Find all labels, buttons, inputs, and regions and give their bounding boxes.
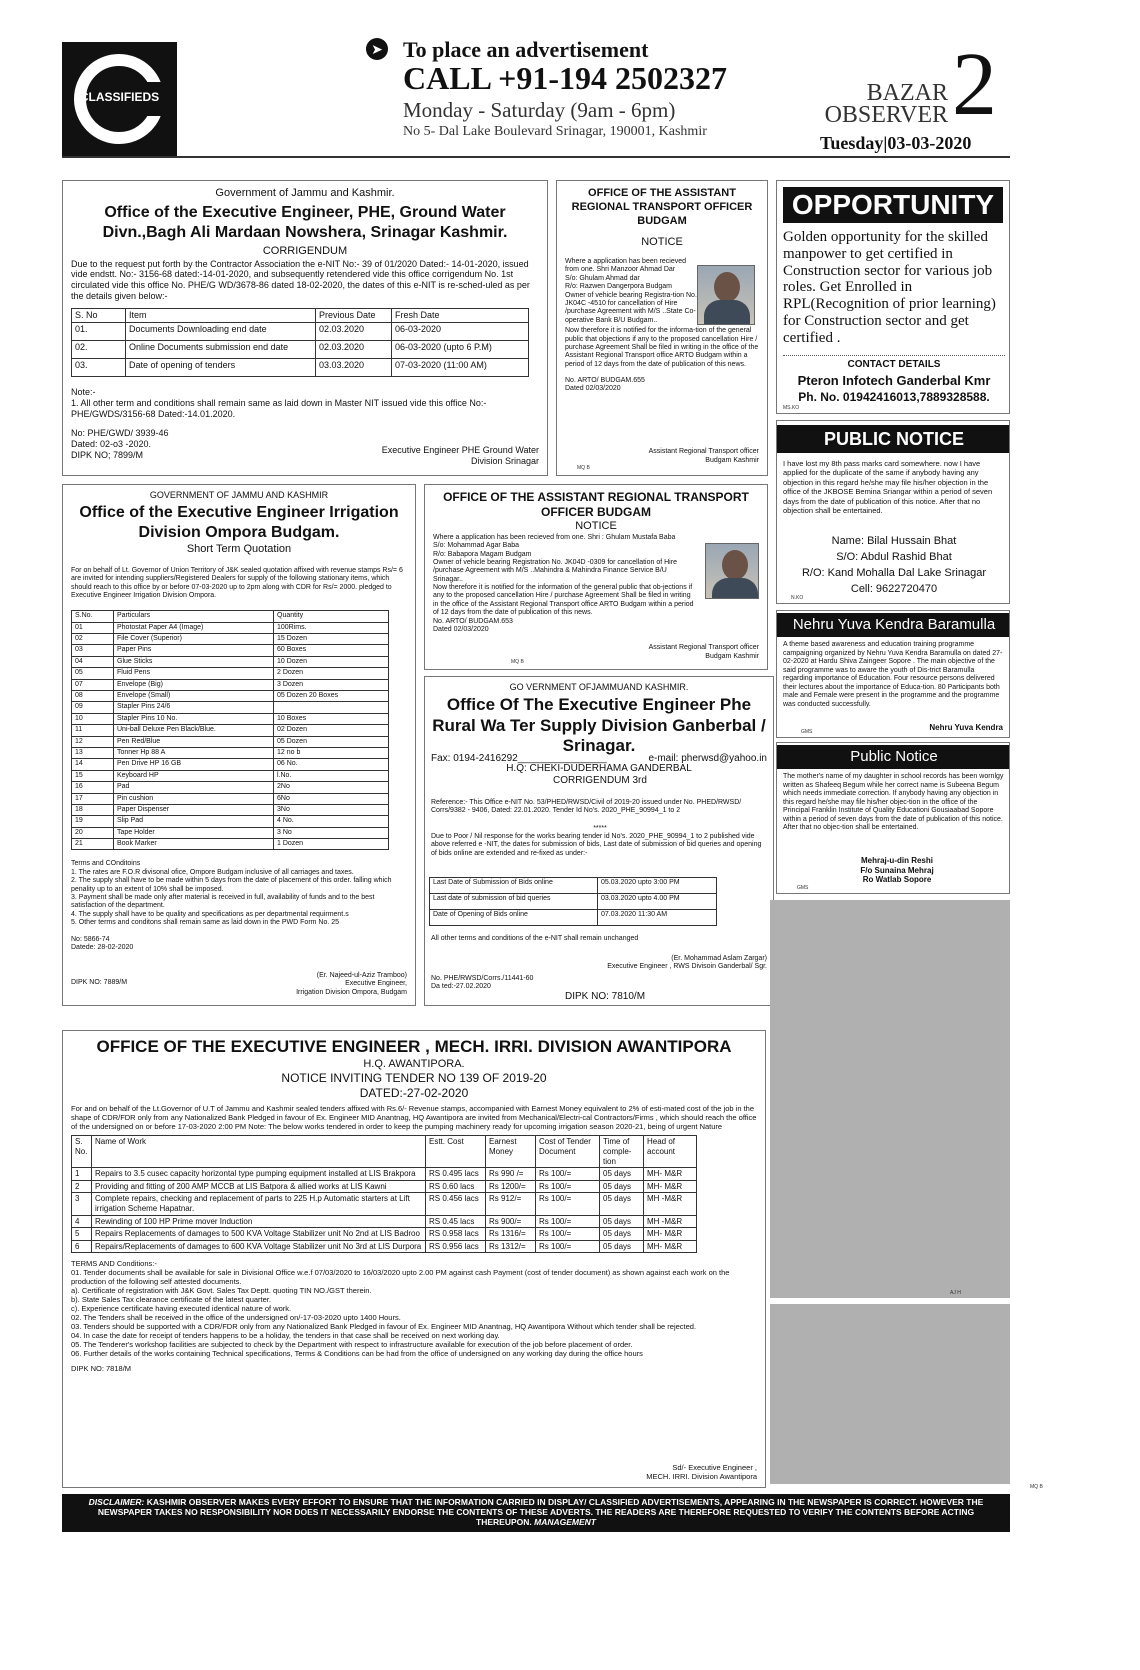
table-cell: Rs 900/= xyxy=(486,1215,536,1228)
disclaimer-bar xyxy=(62,1494,1010,1532)
table-cell: 15 Dozen xyxy=(274,634,389,645)
table-cell: Rs 1312/= xyxy=(486,1240,536,1253)
rural-stars: ***** xyxy=(593,825,607,832)
table-cell: Fluid Pens xyxy=(114,668,274,679)
table-cell: 05.03.2020 upto 3:00 PM xyxy=(598,878,717,894)
table-cell: 3No xyxy=(274,804,389,815)
office-address: No 5- Dal Lake Boulevard Srinagar, 190001, Kashmir xyxy=(403,124,707,139)
rural-sign: (Er. Mohammad Aslam Zargar) Executive Engineer , RWS Divisoin Ganderbal/ Sgr. xyxy=(607,955,767,971)
table-row xyxy=(72,816,389,827)
table-cell: 08 xyxy=(72,691,114,702)
blank-ad-space-2 xyxy=(770,1304,1010,1484)
table-header: Estt. Cost xyxy=(426,1136,486,1168)
table-cell: Rs 100/= xyxy=(536,1180,600,1193)
table-row xyxy=(72,323,529,341)
awan-table xyxy=(71,1135,697,1253)
table-cell: Date of opening of tenders xyxy=(126,359,316,377)
table-row xyxy=(72,793,389,804)
table-cell: 6No xyxy=(274,793,389,804)
table-cell: Rs 1200/= xyxy=(486,1180,536,1193)
table-cell: 05 Dozen xyxy=(274,736,389,747)
table-cell: Pin cushion xyxy=(114,793,274,804)
table-header: Earnest Money xyxy=(486,1136,536,1168)
table-cell: 02.03.2020 xyxy=(316,341,392,359)
rural-subtitle: CORRIGENDUM 3rd xyxy=(553,775,647,786)
awan-notice: NOTICE INVITING TENDER NO 139 OF 2019-20 xyxy=(281,1071,547,1086)
disclaimer-label: DISCLAIMER: xyxy=(88,1497,145,1507)
table-header-row xyxy=(72,309,529,323)
table-cell: Envelope (Big) xyxy=(114,679,274,690)
table-row xyxy=(72,1215,697,1228)
phe-groundwater-ad xyxy=(62,180,548,476)
table-cell: 01. xyxy=(72,323,126,341)
table-cell: 2No xyxy=(274,782,389,793)
table-cell: 03 xyxy=(72,645,114,656)
table-cell: 5 xyxy=(72,1228,92,1241)
table-row xyxy=(72,782,389,793)
table-header: Time of comple-tion xyxy=(600,1136,644,1168)
logo-text: CLASSIFIEDS xyxy=(79,90,160,104)
table-header: S. No. xyxy=(72,1136,92,1168)
table-cell: 15 xyxy=(72,770,114,781)
public-notice-1-title: PUBLIC NOTICE xyxy=(777,425,1010,453)
table-row xyxy=(72,804,389,815)
table-row xyxy=(72,759,389,770)
pn1-tag: N.KO xyxy=(791,595,804,601)
table-row xyxy=(430,894,717,910)
mqb-tag: MQ B xyxy=(1030,1484,1043,1490)
table-cell: Providing and fitting of 200 AMP MCCB at LIS Batpora & allied works at LIS Kawni xyxy=(92,1180,426,1193)
issue-date: Tuesday|03-03-2020 xyxy=(820,133,972,153)
table-cell: 05 Dozen 20 Boxes xyxy=(274,691,389,702)
phe-sign: Executive Engineer PHE Ground Water Division Srinagar xyxy=(381,445,539,467)
table-cell: RS 0.45 lacs xyxy=(426,1215,486,1228)
irr-table xyxy=(71,610,389,850)
table-row xyxy=(72,1228,697,1241)
table-row xyxy=(72,359,529,377)
rural-email: e-mail: pherwsd@yahoo.in xyxy=(648,753,767,764)
opportunity-ad xyxy=(776,180,1010,414)
table-cell: RS 0.456 lacs xyxy=(426,1193,486,1215)
table-row xyxy=(72,702,389,713)
table-row xyxy=(72,645,389,656)
table-row xyxy=(72,679,389,690)
table-header: Cost of Tender Document xyxy=(536,1136,600,1168)
table-cell: 03. xyxy=(72,359,126,377)
table-cell: 4 xyxy=(72,1215,92,1228)
table-row xyxy=(72,747,389,758)
table-cell: 12 xyxy=(72,736,114,747)
public-notice-2-body: The mother's name of my daughter in school records has been wornlgy written as Shafeeq Begum while her correct name is Subeena Begum which needs immediate correction. If anybody having any objection in this regard he/she may file his/her objec-tion in the office of the Principal Franklin Institute of Quality Educationi Gousiaabad Sopore within a period of seven days from the date of publication of this notice. After that no objec-tion shall be entertained. xyxy=(783,773,1004,832)
table-cell: 03.03.2020 upto 4.00 PM xyxy=(598,894,717,910)
applicant-photo xyxy=(697,265,755,325)
irr-gov-line: GOVERNMENT OF JAMMU AND KASHMIR xyxy=(149,490,329,500)
table-cell: 05 days xyxy=(600,1240,644,1253)
table-cell: 10 Boxes xyxy=(274,713,389,724)
rural-hq: H.Q: CHEKI-DUDERHAMA GANDERBAL xyxy=(506,763,692,775)
table-cell: Slip Pad xyxy=(114,816,274,827)
irr-body: For on behalf of Lt. Governor of Union Territory of J&K sealed quotation affixed with revenue stamps Rs/= 6 are invited for intending suppliers/Registered Dealers for supply of the following stationary items, which should reach to this office by or before 07-03-2020 up to 2pm along with CDR for Rs/= 2000. pledged to Executive Engineer Irrigation Division Ompora. xyxy=(71,566,403,599)
table-header: Name of Work xyxy=(92,1136,426,1168)
table-cell: 10 Dozen xyxy=(274,656,389,667)
phe-gov-line: Government of Jammu and Kashmir. xyxy=(215,187,395,199)
table-cell: 06 No. xyxy=(274,759,389,770)
table-cell: RS 0.958 lacs xyxy=(426,1228,486,1241)
table-cell: 16 xyxy=(72,782,114,793)
office-hours: Monday - Saturday (9am - 6pm) xyxy=(403,98,676,122)
arto1-ref: No. ARTO/ BUDGAM.655 Dated 02/03/2020 xyxy=(565,377,645,393)
table-cell: MH- M&R xyxy=(644,1240,697,1253)
awan-dated: DATED:-27-02-2020 xyxy=(359,1086,469,1101)
phe-table xyxy=(71,308,529,377)
table-cell: 07 xyxy=(72,679,114,690)
table-cell: 1 Dozen xyxy=(274,839,389,850)
table-cell: 05 days xyxy=(600,1215,644,1228)
table-cell: 01 xyxy=(72,622,114,633)
table-cell: 20 xyxy=(72,827,114,838)
table-cell: 02 xyxy=(72,634,114,645)
table-cell: File Cover (Superior) xyxy=(114,634,274,645)
awan-body: For and on behalf of the Lt.Governor of U.T of Jammu and Kashmir sealed tenders affixed with Rs.6/- Revenue stamps, accompanied with Earnest Money equivalent to 2% of esti-mated cost of the job in the shape of CDR/FDR only from any Nationalized Bank Pledged in favour of Ex. Engineer MID Anantnag, HQ Awantipora are invited from Mechanical/Electri-cal Contractors/Firms , which should reach the office of the undersigned on or before 17-03-2020 2:00 PM Note: The below works tendered in order to keep the pumping machinery ready for upcoming irrigation season 2020-21, being of urgent Nature xyxy=(71,1104,757,1132)
table-row xyxy=(72,668,389,679)
table-cell: 21 xyxy=(72,839,114,850)
call-number: CALL +91-194 2502327 xyxy=(403,60,728,96)
table-cell: RS 0.956 lacs xyxy=(426,1240,486,1253)
awan-hq: H.Q. AWANTIPORA. xyxy=(363,1057,465,1070)
applicant-photo xyxy=(705,543,759,599)
blank-ad-space-1 xyxy=(770,900,1010,1298)
table-cell: Glue Sticks xyxy=(114,656,274,667)
header-rule xyxy=(62,156,1010,158)
awan-dipk: DIPK NO: 7818/M xyxy=(71,1364,132,1374)
public-notice-1 xyxy=(776,420,1010,604)
table-cell: Repairs/Replacements of damages to 600 KVA Voltage Stabilizer unit No 3rd at LIS Durpora xyxy=(92,1240,426,1253)
table-cell: 12 no b xyxy=(274,747,389,758)
table-cell: Rs 100/= xyxy=(536,1193,600,1215)
table-cell: Rs 1316/= xyxy=(486,1228,536,1241)
table-row xyxy=(72,656,389,667)
phe-note: Note:- 1. All other term and conditions shall remain same as laid down in Master NIT issued vide this office No:- PHE/GWDS/3156-68 Dated:-14.01.2020. xyxy=(71,387,487,420)
table-row xyxy=(72,713,389,724)
disclaimer-end: MANAGEMENT xyxy=(534,1517,596,1528)
table-cell: Rewinding of 100 HP Prime mover Induction xyxy=(92,1215,426,1228)
table-cell: 3 Dozen xyxy=(274,679,389,690)
table-cell: 18 xyxy=(72,804,114,815)
table-cell: Rs 990 /= xyxy=(486,1168,536,1181)
arto2-tag: MQ B xyxy=(511,659,524,665)
table-cell: 3 xyxy=(72,1193,92,1215)
table-row xyxy=(430,910,717,926)
table-cell: 02. xyxy=(72,341,126,359)
arto-notice-2 xyxy=(424,484,768,670)
table-cell: 10 xyxy=(72,713,114,724)
table-cell: 05 days xyxy=(600,1168,644,1181)
table-cell: Last date of submission of bid queries xyxy=(430,894,598,910)
table-cell: 04 xyxy=(72,656,114,667)
table-row xyxy=(72,827,389,838)
arto2-sign: Assistant Regional Transport officer Budgam Kashmir xyxy=(648,644,759,660)
table-row xyxy=(72,1240,697,1253)
table-cell: 14 xyxy=(72,759,114,770)
public-notice-1-body: I have lost my 8th pass marks card somewhere. now I have applied for the duplicate of the same if anybody having any objection in this regard he/she may file his/her objection in the office of the JKBOSE Bemina Sriangar within a period of seven days from the date of publication of this notice. After that no objection shall be entertained. xyxy=(783,459,993,515)
irr-sign: (Er. Najeed-ul-Aziz Tramboo) Executive Engineer, Irrigation Division Ompora, Budgam xyxy=(296,971,407,996)
table-cell: MH -M&R xyxy=(644,1193,697,1215)
table-row xyxy=(72,1180,697,1193)
arto2-body: Where a application has been recieved from one. Shri : Ghulam Mustafa Baba S/o: Mohammad Agar Baba R/o: Babapora Magam Budgam Owner of vehicle bearing Registration No. JK04D -0309 for cancellation of Hire /purchase Agreement with M/S ..Mahindra & Mahindra Finance Service B/U Srinagar.. Now therefore it is notified for the information of the general public that ob-jections if any to the proposed cancellation Hire / purchase Agreement Shall be filed in writing in the office of the Assistant Regional Transport office ARTO Budgam within a period of 12 days from the date of publication of this news. xyxy=(433,533,694,617)
table-cell: Paper Dispenser xyxy=(114,804,274,815)
table-cell: Envelope (Small) xyxy=(114,691,274,702)
table-cell: MH- M&R xyxy=(644,1168,697,1181)
table-cell: 100Rims. xyxy=(274,622,389,633)
table-header: Fresh Date xyxy=(392,309,529,323)
table-cell: Keyboard HP xyxy=(114,770,274,781)
irr-dipk: DIPK NO: 7889/M xyxy=(71,978,128,986)
table-row xyxy=(72,770,389,781)
arto1-title: OFFICE OF THE ASSISTANT REGIONAL TRANSPORT OFFICER BUDGAM xyxy=(571,187,753,227)
table-cell: Documents Downloading end date xyxy=(126,323,316,341)
phe-subtitle: CORRIGENDUM xyxy=(262,244,348,257)
nyk-ad xyxy=(776,610,1010,738)
table-cell: Repairs to 3.5 cusec capacity horizontal type pumping equipment installed at LIS Brakpora xyxy=(92,1168,426,1181)
table-row xyxy=(430,878,717,894)
table-cell: Complete repairs, checking and replacement of parts to 225 H.p Automatic starters at Lift irrigation Scheme Hapatnar. xyxy=(92,1193,426,1215)
table-cell: 05 days xyxy=(600,1193,644,1215)
table-cell: 05 xyxy=(72,668,114,679)
table-cell: l.No. xyxy=(274,770,389,781)
rural-gov-line: GO VERNMENT OFJAMMUAND KASHMIR. xyxy=(509,682,689,692)
table-cell: 05 days xyxy=(600,1180,644,1193)
table-row xyxy=(72,622,389,633)
ajh-tag: AJ H xyxy=(950,1290,961,1296)
table-cell: Stapler Pins 10 No. xyxy=(114,713,274,724)
table-cell: RS 0.60 lacs xyxy=(426,1180,486,1193)
phe-ref: No: PHE/GWD/ 3939-46 Dated: 02-o3 -2020. DIPK NO; 7899/M xyxy=(71,428,169,461)
arto2-ref: No. ARTO/ BUDGAM.653 Dated 02/03/2020 xyxy=(433,617,513,634)
arto1-body-b: Now therefore it is notified for the informa-tion of the general public that objections if any to the proposed cancellation Hire / purchase Agreement Shall be filed in writing in the office of the Assistant Regional Transport office ARTO Budgam within a period of 12 days from the date of publication of this news. xyxy=(565,327,759,368)
table-row xyxy=(72,691,389,702)
rural-fax: Fax: 0194-2416292________________ xyxy=(431,753,607,764)
public-notice-2 xyxy=(776,742,1010,894)
table-cell: 2 Dozen xyxy=(274,668,389,679)
opportunity-tag: MS.KO xyxy=(783,405,800,411)
table-cell: Book Marker xyxy=(114,839,274,850)
table-header: Quantity xyxy=(274,611,389,622)
irr-terms: Terms and COnditoins 1. The rates are F.O.R divisonal ofice, Ompore Budgam inclusive of all carriages and taxes. 2. The supply shall have to be made within 5 days from the date of placement of this order. falling which penality up to an extent of 10% shall be imposed. 3. Payment shall be made only after material is received in full, availability of funds and to the best satisfaction of the department. 4. The supply shall have to be quality and specifications as per departmental requirment.s 5. Other terms and conditons shall remain same as laid down in the PWD Form No. 25 xyxy=(71,860,392,927)
rural-body: Due to Poor / Nil response for the works bearing tender id No's. 2020_PHE_90994_1 to 2 published vide above referred e -NIT, the dates for submission of bids, Last date of submission of bid queries and opening of bids online are extended and re-fixed as under:- xyxy=(431,833,762,857)
arto1-tag: MQ B xyxy=(577,465,590,471)
irr-title: Office of the Executive Engineer Irrigation Division Ompora Budgam. xyxy=(79,503,399,541)
nyk-tag: GMS xyxy=(801,729,813,735)
arto2-subtitle: NOTICE xyxy=(575,520,617,532)
nyk-title: Nehru Yuva Kendra Baramulla xyxy=(777,613,1010,637)
public-notice-2-title: Public Notice xyxy=(777,745,1010,769)
table-cell: Paper Pins xyxy=(114,645,274,656)
table-cell: 19 xyxy=(72,816,114,827)
table-cell: Pen Drive HP 16 GB xyxy=(114,759,274,770)
place-ad-text: To place an advertisement xyxy=(403,37,649,62)
company-phone: Ph. No. 01942416013,7889328588. xyxy=(798,390,990,404)
contact-label: CONTACT DETAILS xyxy=(847,359,941,370)
table-cell: 02 Dozen xyxy=(274,725,389,736)
table-cell: 07.03.2020 11:30 AM xyxy=(598,910,717,926)
page-number: 2 xyxy=(952,35,997,134)
table-cell: Rs 100/= xyxy=(536,1168,600,1181)
table-row xyxy=(72,1193,697,1215)
awan-terms: TERMS AND Conditions:- 01. Tender documents shall be available for sale in Divisional Office w.e.f 07/03/2020 to 16/03/2020 upto 2.00 PM against cash Payment (cost of tender document) as shown against each work on the production of the following self attested documents. a). Certificate of registration with J&K Govt. Sales Tax Deptt. quoting TIN NO./GST therein. b). State Sales Tax clearance certificate of the latest quarter. c). Experience certificate having executed identical nature of work. 02. The Tenders shall be received in the office of the undersigned on/-17-03-2020 upto 1400 Hours. 03. Tenders should be supported with a CDR/FDR only from any Nationalized Bank Pledged in favour of Ex. Engineer MID Anantnag, HQ Awantipora Without which tender shall be rejected. 04. In case the date for receipt of tenders happens to be a holiday, the tenders in that case shall be received on next working day. 05. The Tenderer's workshop facilities are subjected to check by the Department with respect to infrastructure available for execution of the job before placement of order. 06. Further details of the works containing Technical specifications, Terms & Conditions can be had from the office of undersigned on any working day during the office hours xyxy=(71,1259,730,1359)
table-cell: Photostat Paper A4 (Image) xyxy=(114,622,274,633)
phe-rural-ad xyxy=(424,676,774,1006)
nyk-body: A theme based awareness and education training programme campaigning organized by Nehru Yuva Kendra Baramulla on dated 27-02-2020 at Hardu Shiva Zaingeer Sopore . The main objective of the said programme was to aware the youth of Dis-trict Baramulla regarding importance of Education. Four resource persons delivered their lectures about the importance of Educa-tion. 80 Participants both male and Female were present in the programme and the programme was conducted successfully. xyxy=(783,641,1003,708)
table-row xyxy=(72,736,389,747)
table-cell: Rs 100/= xyxy=(536,1215,600,1228)
rural-ref: No. PHE/RWSD/Corrs./11441-60 Da ted:-27.02.2020 xyxy=(431,975,534,991)
table-cell: Date of Opening of Bids online xyxy=(430,910,598,926)
table-cell: Uni-ball Deluxe Pen Black/Blue. xyxy=(114,725,274,736)
arrow-icon: ➤ xyxy=(366,38,388,60)
phe-body: Due to the request put forth by the Contractor Association the e-NIT No:- 39 of 01/2020 Dated:- 14-01-2020, issued vide endstt. No:- 3156-68 dated:-14-01-2020, and subsequently retendered vide this office corrigendum No. 1st circulated vide this office No. PHE/G WD/3678-86 dated 18-02-2020, the dates of this e-NIT is re-sched-uled as per the details given below:- xyxy=(71,258,530,302)
table-cell: 06-03-2020 xyxy=(392,323,529,341)
table-cell: 60 Boxes xyxy=(274,645,389,656)
nyk-sign: Nehru Yuva Kendra xyxy=(929,723,1003,733)
table-cell: MH -M&R xyxy=(644,1215,697,1228)
table-cell: 02.03.2020 xyxy=(316,323,392,341)
rural-title: Office Of The Executive Engineer Phe Rural Wa Ter Supply Division Ganberbal / Srinagar. xyxy=(432,694,766,756)
table-cell: MH- M&R xyxy=(644,1180,697,1193)
table-row xyxy=(72,839,389,850)
opportunity-title: OPPORTUNITY xyxy=(783,187,1003,223)
rural-reference: Reference:- This Office e-NIT No. 53/PHED/RWSD/Civil of 2019-20 issued under No. PHED/RWSD/ Corrs/9382 - 9406, Dated: 22.01.2020. Tender Id No's. 2020_PHE_90994_1 to 2 xyxy=(431,799,742,815)
table-cell: 03.03.2020 xyxy=(316,359,392,377)
table-cell: 05 days xyxy=(600,1228,644,1241)
awantipora-tender-ad xyxy=(62,1030,766,1488)
table-header: Head of account xyxy=(644,1136,697,1168)
table-cell: RS 0.495 lacs xyxy=(426,1168,486,1181)
table-cell: Rs 912/= xyxy=(486,1193,536,1215)
table-cell: 2 xyxy=(72,1180,92,1193)
table-header-row xyxy=(72,611,389,622)
table-header: Previous Date xyxy=(316,309,392,323)
pn1-ro: R/O: Kand Mohalla Dal Lake Srinagar xyxy=(801,567,987,579)
table-cell: 3 No xyxy=(274,827,389,838)
table-cell: 1 xyxy=(72,1168,92,1181)
table-cell: Tonner Hp 88 A xyxy=(114,747,274,758)
table-cell: Online Documents submission end date xyxy=(126,341,316,359)
table-cell: Rs 100/= xyxy=(536,1228,600,1241)
table-cell: 4 No. xyxy=(274,816,389,827)
rural-dipk: DIPK NO: 7810/M xyxy=(565,990,646,1002)
arto1-body-a: Where a application has been recieved from one. Shri Manzoor Ahmad Dar S/o: Ghulam Ahmad dar R/o: Razwen Dangerpora Budgam Owner of vehicle bearing Registra-tion No. JK04C -4510 for cancellation of Hire /purchase Agreement with M/S ..State Co-operative Bank B/U Budgam.. xyxy=(565,258,697,324)
arto1-subtitle: NOTICE xyxy=(641,236,683,249)
pn2-tag: GMS xyxy=(797,885,809,891)
arto1-sign: Assistant Regional Transport officer Budgam Kashmir xyxy=(648,448,759,464)
table-cell: 11 xyxy=(72,725,114,736)
irrigation-ompora-ad xyxy=(62,484,416,1006)
awan-title: OFFICE OF THE EXECUTIVE ENGINEER , MECH. IRRI. DIVISION AWANTIPORA xyxy=(96,1037,732,1056)
table-cell: Pen Red/Blue xyxy=(114,736,274,747)
table-header-row xyxy=(72,1136,697,1168)
awan-sign: Sd/- Executive Engineer , MECH. IRRI. Division Awantipora xyxy=(646,1463,757,1481)
arto2-title: OFFICE OF THE ASSISTANT REGIONAL TRANSPORT OFFICER BUDGAM xyxy=(443,490,749,519)
phe-title: Office of the Executive Engineer, PHE, Ground Water Divn.,Bagh Ali Mardaan Nowshera, Srinagar Kashmir. xyxy=(102,203,508,241)
table-header: S.No. xyxy=(72,611,114,622)
arto-notice-1 xyxy=(556,180,768,476)
irr-ref: No: 5866-74 Datede: 28-02-2020 xyxy=(71,935,134,951)
disclaimer-text: KASHMIR OBSERVER MAKES EVERY EFFORT TO ENSURE THAT THE INFORMATION CARRIED IN DISPLAY/ CLASSIFIED ADVERTISEMENTS, APPEARING IN THE NEWSPAPER IS CORRECT. HOWEVER THE NEWSPAPER TAKES NO RESPONSIBILITY NOR DOES IT NECESSARILY ENDORSE THE CONTENTS OF THESE ADVERTS. THE READERS ARE THEREFORE REQUESTED TO VERIFY THE CONTENTS BEFORE ACTING THEREUPON. xyxy=(97,1497,984,1528)
irr-subtitle: Short Term Quotation xyxy=(186,542,292,555)
table-cell: Tape Holder xyxy=(114,827,274,838)
table-header: S. No xyxy=(72,309,126,323)
pn1-so: S/O: Abdul Rashid Bhat xyxy=(836,551,952,563)
table-header: Item xyxy=(126,309,316,323)
table-cell: 17 xyxy=(72,793,114,804)
table-cell: 09 xyxy=(72,702,114,713)
pn2-sign: Mehraj-u-din Reshi F/o Sunaina Mehraj Ro Watlab Sopore xyxy=(860,856,934,885)
table-header: Particulars xyxy=(114,611,274,622)
pn1-name: Name: Bilal Hussain Bhat xyxy=(831,535,957,547)
table-cell: Repairs Replacements of damages to 500 KVA Voltage Stabilizer unit No 2nd at LIS Badroo xyxy=(92,1228,426,1241)
table-cell: 6 xyxy=(72,1240,92,1253)
rural-table xyxy=(429,877,717,926)
table-cell: 07-03-2020 (11:00 AM) xyxy=(392,359,529,377)
table-row xyxy=(72,1168,697,1181)
opportunity-body: Golden opportunity for the skilled manpower to get certified in Construction sector for various job roles. Get Enrolled in RPL(Recognition of prior learning) for Construction sector and get certified . xyxy=(783,229,996,346)
pn1-cell: Cell: 9622720470 xyxy=(850,583,938,595)
table-row xyxy=(72,634,389,645)
company-name: Pteron Infotech Ganderbal Kmr xyxy=(797,373,991,388)
paper-name-line1: BAZAR xyxy=(866,80,948,106)
table-cell: Rs 100/= xyxy=(536,1240,600,1253)
table-cell: Last Date of Submission of Bids online xyxy=(430,878,598,894)
table-cell: 13 xyxy=(72,747,114,758)
table-cell: MH- M&R xyxy=(644,1228,697,1241)
paper-name-line2: OBSERVER xyxy=(824,102,948,128)
classifieds-logo xyxy=(62,42,177,157)
rural-other: All other terms and conditions of the e-NIT shall remain unchanged xyxy=(431,935,639,942)
table-row xyxy=(72,341,529,359)
table-cell: Stapler Pins 24/6 xyxy=(114,702,274,713)
table-cell: Pad xyxy=(114,782,274,793)
table-cell: 06-03-2020 (upto 6 P.M) xyxy=(392,341,529,359)
table-cell xyxy=(274,702,389,713)
table-row xyxy=(72,725,389,736)
